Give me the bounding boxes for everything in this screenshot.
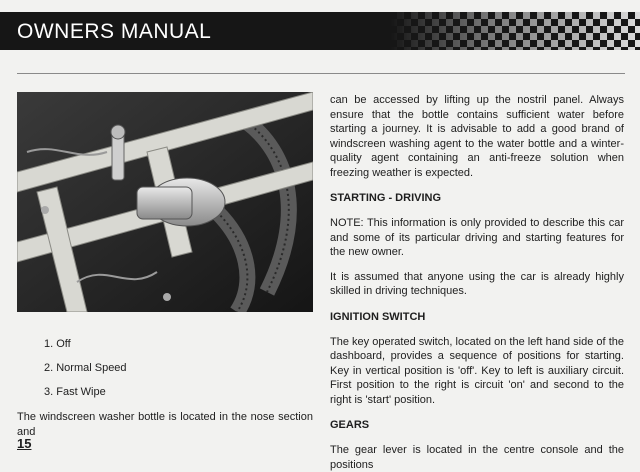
wiper-setting-normal-speed: 2. Normal Speed xyxy=(44,362,127,374)
wiper-setting-fast-wipe: 3. Fast Wipe xyxy=(44,386,106,398)
ignition-paragraph: The key operated switch, located on the left hand side of the dashboard, provides a sequence of positions for starting. Key in vertical position is 'off'. Key to left is auxiliary circuit. First position to the right is circuit 'on' and second to the right is 'start' position. xyxy=(330,335,624,406)
page-number: 15 xyxy=(17,436,32,451)
right-column xyxy=(330,93,624,472)
header-rule xyxy=(17,73,625,74)
wiper-motor-photo xyxy=(17,92,313,312)
heading-ignition-switch: IGNITION SWITCH xyxy=(330,310,426,323)
checkered-flag-pattern xyxy=(390,12,640,50)
heading-gears: GEARS xyxy=(330,419,370,431)
note-paragraph: NOTE: This information is only provided to describe this car and some of its particular driving and starting features for the new owner. xyxy=(330,217,624,258)
washer-paragraph-continued: can be accessed by lifting up the nostril panel. Always ensure that the bottle contains sufficient water before starting a journey. It is advisable to add a good brand of windscreen washing agent to the water bottle and a winter-quality agent containing an anti-freeze solution when freezing weather is expected. xyxy=(330,94,624,179)
heading-starting-driving: STARTING - DRIVING xyxy=(330,192,442,204)
gears-paragraph: The gear lever is located in the centre console and the positions xyxy=(330,444,624,471)
header-title: OWNERS MANUAL xyxy=(17,20,212,43)
page-header xyxy=(0,12,640,50)
photo-illustration xyxy=(17,92,313,312)
assumption-paragraph: It is assumed that anyone using the car is already highly skilled in driving techniques. xyxy=(330,270,624,297)
washer-bottle-paragraph: The windscreen washer bottle is located in the nose section and xyxy=(17,411,313,438)
wiper-setting-off: 1. Off xyxy=(44,338,71,350)
